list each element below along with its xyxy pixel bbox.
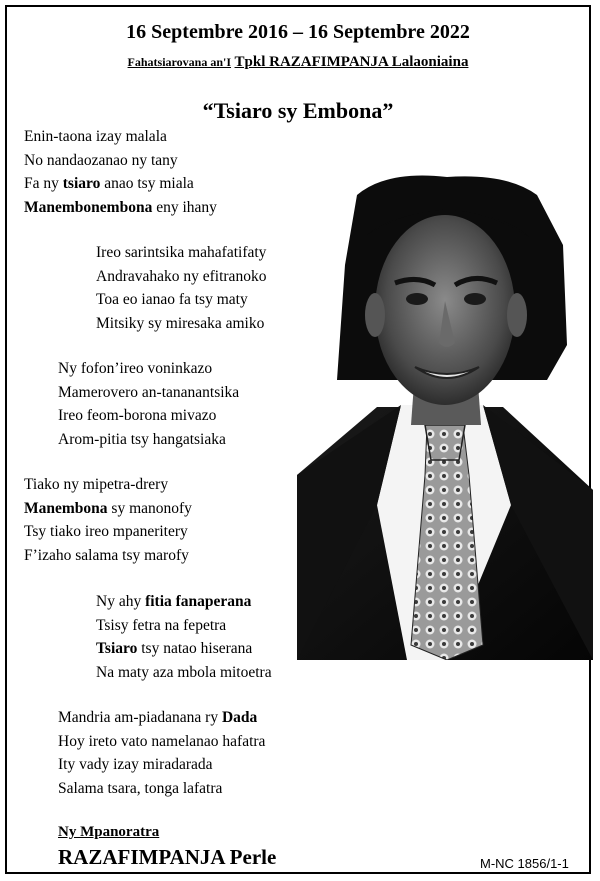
subtitle-name: Tpkl RAZAFIMPANJA Lalaoniaina xyxy=(234,54,469,70)
poem-title: “Tsiaro sy Embona” xyxy=(202,98,394,123)
line-text: No nandaozanao ny tany xyxy=(24,151,178,169)
stanza-4 xyxy=(24,473,192,567)
line-text: F’izaho salama tsy marofy xyxy=(24,546,189,564)
poem-line xyxy=(96,265,266,289)
line-text: Mamerovero an-tananantsika xyxy=(58,383,240,401)
poem-line xyxy=(24,520,192,544)
line-text: Ireo feom-borona mivazo xyxy=(58,407,217,424)
line-bold-text: tsiaro xyxy=(62,175,101,192)
stanza-3 xyxy=(58,357,239,451)
poem-line xyxy=(96,241,266,265)
line-text: Ity vady izay miradarada xyxy=(58,756,213,773)
line-text: Salama tsara, tonga lafatra xyxy=(58,779,223,797)
author-label: Ny Mpanoratra xyxy=(58,824,160,840)
header-dates: 16 Septembre 2016 – 16 Septembre 2022 xyxy=(126,21,470,43)
line-text: Mandria am-piadanana ry xyxy=(58,709,222,726)
line-text: Na maty aza mbola mitoetra xyxy=(96,663,272,681)
stanza-6 xyxy=(58,706,265,800)
poem-line xyxy=(58,357,239,381)
poem-line xyxy=(96,312,266,336)
poem-line xyxy=(96,590,272,614)
line-bold-text: Manembona xyxy=(24,499,108,517)
line-text: Mitsiky sy miresaka amiko xyxy=(96,314,265,332)
line-text: Tiako ny mipetra-drery xyxy=(24,476,169,493)
stanza-5 xyxy=(96,590,272,684)
line-text: Hoy ireto vato namelanao hafatra xyxy=(58,732,266,750)
poem-line xyxy=(96,661,272,685)
poem-line xyxy=(24,196,217,220)
line-text: Tsy tiako ireo mpaneritery xyxy=(24,523,188,540)
line-text: anao tsy miala xyxy=(100,175,194,192)
poem-line xyxy=(96,637,272,661)
author-name: RAZAFIMPANJA Perle xyxy=(58,845,277,869)
line-bold-text: Dada xyxy=(221,709,258,726)
line-bold-text: Manembonembona xyxy=(24,198,153,216)
poem-line xyxy=(58,404,239,428)
line-text: sy manonofy xyxy=(107,499,192,517)
line-text: Andravahako ny efitranoko xyxy=(96,267,267,285)
line-text: Ny ahy xyxy=(96,593,146,610)
poem-line xyxy=(58,428,239,452)
line-text: Ireo sarintsika mahafatifaty xyxy=(96,244,267,261)
poem-line xyxy=(58,730,265,754)
line-text: Arom-pitia tsy hangatsiaka xyxy=(58,430,226,448)
poem-line xyxy=(58,777,265,801)
notice-frame xyxy=(5,5,591,874)
poem-line xyxy=(96,614,272,638)
line-bold-text: Tsiaro xyxy=(96,640,138,657)
line-text: eny ihany xyxy=(152,198,217,216)
poem-line xyxy=(24,473,192,497)
poem-line xyxy=(24,125,217,149)
poem-line xyxy=(24,544,192,568)
poem-line xyxy=(96,288,266,312)
line-text: tsy natao hiserana xyxy=(137,640,253,657)
line-text: Enin-taona izay malala xyxy=(24,128,167,145)
portrait-photo xyxy=(297,175,593,660)
stanza-2 xyxy=(96,241,266,335)
poem-line xyxy=(58,753,265,777)
poem-line xyxy=(24,149,217,173)
poem-line xyxy=(58,706,265,730)
line-bold-text: fitia fanaperana xyxy=(145,593,252,610)
stanza-1 xyxy=(24,125,217,219)
reference-code: M-NC 1856/1-1 xyxy=(480,856,569,871)
line-text: Fa ny xyxy=(24,175,63,192)
line-text: Tsisy fetra na fepetra xyxy=(96,616,227,634)
poem-line xyxy=(24,172,217,196)
poem-line xyxy=(24,497,192,521)
subtitle-small: Fahatsiarovana an'I xyxy=(127,55,232,69)
line-text: Toa eo ianao fa tsy maty xyxy=(96,291,248,308)
line-text: Ny fofon’ireo voninkazo xyxy=(58,360,213,377)
poem-line xyxy=(58,381,239,405)
header-subtitle xyxy=(7,53,589,72)
